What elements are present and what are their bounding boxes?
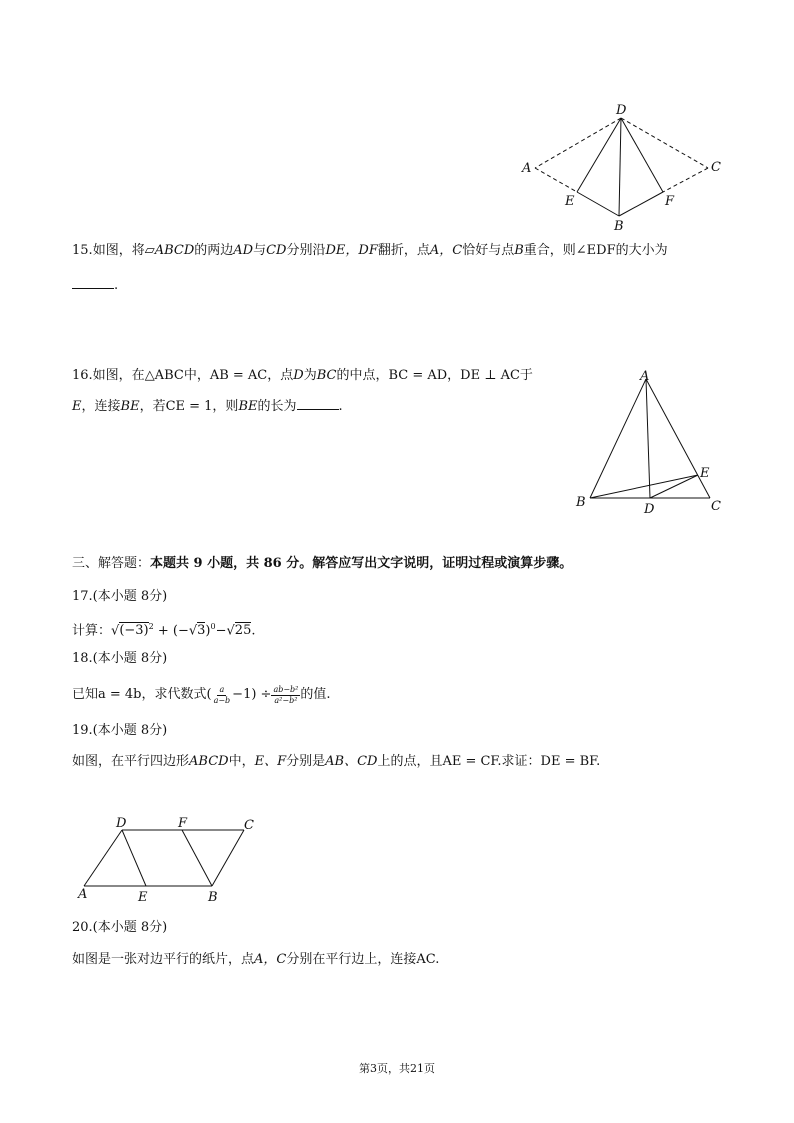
q15-text: 的两边 [194, 243, 234, 258]
q16-label-E: E [700, 466, 710, 481]
q19-line-DA [84, 830, 122, 886]
q18-text: 已知a = 4b，求代数式( [72, 687, 212, 702]
q15-blank[interactable] [72, 276, 114, 289]
q19-label-D: D [116, 816, 127, 831]
q15-label-D: D [616, 103, 627, 118]
q19-label-A: A [78, 887, 88, 902]
q18-text: 的值. [300, 687, 331, 702]
sqrt-icon: √ [111, 623, 120, 639]
q15-figure [515, 98, 730, 238]
q15-math: AD [233, 243, 254, 258]
q15-math: B [514, 243, 524, 258]
q16-label-B: B [576, 495, 586, 510]
q16-math: BC [316, 368, 337, 383]
q18-fraction-2-den: a²−b² [274, 695, 298, 705]
q19-figure [72, 812, 267, 907]
q18-fraction-1 [212, 685, 233, 706]
q19-line-CB [212, 830, 244, 886]
q15-text: 重合，则∠EDF的大小为 [523, 243, 668, 258]
q17-radicand: (−3) [119, 623, 149, 639]
q19-label-C: C [244, 818, 254, 833]
q17-text: − [215, 623, 227, 639]
q17-text: 计算： [72, 623, 112, 639]
q18-header: 18.(本小题 8分) [72, 651, 168, 666]
q16-blank[interactable] [297, 397, 339, 410]
q15-text: 恰好与点 [462, 243, 515, 258]
q17-radicand: 3 [197, 623, 206, 639]
sqrt-icon: √ [226, 623, 235, 639]
q16-line-AD [646, 379, 650, 498]
q19-text: 如图，在平行四边形 [72, 754, 190, 769]
q16-question-line2 [72, 397, 343, 416]
q16-math: BE [120, 399, 140, 414]
q15-label-C: C [711, 160, 721, 175]
q20-question [72, 951, 439, 969]
q19-text: 上的点，且AE = CF.求证：DE = BF. [377, 754, 601, 769]
q15-text: 翻折，点 [377, 243, 430, 258]
q19-header: 19.(本小题 8分) [72, 723, 168, 738]
q17-text: ) [205, 623, 211, 639]
q15-end: . [114, 278, 119, 293]
q16-question-line1 [72, 367, 533, 385]
q19-math: AB、CD [325, 754, 378, 769]
q15-text: 与 [253, 243, 267, 258]
q15-line-DB [619, 118, 621, 216]
q15-number: 15. [72, 243, 93, 258]
q16-math: E [72, 399, 82, 414]
q16-text: ，若CE = 1，则 [139, 399, 239, 414]
q16-math: D [293, 368, 304, 383]
q15-line-DA [535, 118, 621, 168]
q18-text: −1) ÷ [232, 687, 272, 702]
q20-text: 如图是一张对边平行的纸片，点 [72, 952, 255, 967]
q18-fraction-1-num: a [219, 684, 225, 694]
q15-label-B: B [614, 219, 624, 234]
q15-line-CF [663, 168, 708, 192]
q19-math: ABCD [189, 754, 229, 769]
q16-math: BE [238, 399, 258, 414]
q15-label-F: F [665, 194, 675, 209]
q17-radicand: 25 [234, 623, 252, 639]
q17-header: 17.(本小题 8分) [72, 589, 168, 604]
q18-question [72, 680, 331, 710]
q19-label-E: E [138, 890, 148, 905]
q16-label-C: C [711, 499, 721, 514]
q19-math: E、F [254, 754, 287, 769]
q16-text: 的中点，BC = AD，DE ⊥ AC于 [336, 368, 533, 383]
q16-end: . [338, 399, 343, 414]
q17-end: . [251, 623, 256, 639]
q15-math: DE，DF [325, 243, 378, 258]
sqrt-icon: √ [188, 623, 198, 639]
section-3-title-b: 本题共 9 小题，共 86 分。 [150, 556, 313, 571]
q15-math: A，C [429, 243, 463, 258]
q19-line-FB [182, 830, 212, 886]
q16-line-DE [650, 475, 698, 498]
q15-line-DC [621, 118, 708, 168]
section-3-title [72, 555, 572, 573]
q18-fraction-2 [271, 685, 300, 706]
q17-exponent: 0 [210, 622, 216, 631]
q17-question [72, 618, 255, 640]
q16-text: ，连接 [81, 399, 121, 414]
q16-label-A: A [640, 369, 650, 384]
q20-header: 20.(本小题 8分) [72, 920, 168, 935]
q16-text: △ABC中，AB = AC，点 [144, 368, 294, 383]
q15-line-DE [577, 118, 621, 192]
q15-line-DF [621, 118, 663, 192]
q15-answer-line[interactable] [72, 276, 118, 295]
q16-text: 的长为 [257, 399, 297, 414]
q19-line-DE [122, 830, 146, 886]
q16-figure [570, 365, 730, 520]
q19-label-B: B [208, 890, 218, 905]
q15-math: CD [266, 243, 287, 258]
q16-text: 为 [303, 368, 317, 383]
q15-line-EB [577, 192, 619, 216]
q20-math: A，C [254, 952, 287, 967]
page-footer: 第3页，共21页 [359, 1062, 435, 1075]
q15-question [72, 242, 668, 260]
q15-text: 如图，将▱ [92, 243, 155, 258]
q19-text: 分别是 [286, 754, 326, 769]
q17-exponent: 2 [148, 622, 154, 631]
q16-label-D: D [644, 502, 655, 517]
q15-label-E: E [565, 194, 575, 209]
q15-line-FB [619, 192, 663, 216]
q19-text: 中， [228, 754, 255, 769]
q18-fraction-1-den: a−b [213, 695, 231, 705]
q16-line-AB [590, 379, 646, 498]
q16-text: 16.如图，在 [72, 368, 145, 383]
q15-text: 分别沿 [286, 243, 326, 258]
q19-question [72, 753, 600, 771]
q15-math: ABCD [154, 243, 195, 258]
q20-text: 分别在平行边上，连接AC. [286, 952, 440, 967]
q15-line-AE [535, 168, 577, 192]
section-3-title-c: 解答应写出文字说明，证明过程或演算步骤。 [312, 556, 573, 571]
q19-label-F: F [178, 816, 188, 831]
q17-text: + (− [153, 623, 189, 639]
q18-fraction-2-num: ab−b² [273, 684, 299, 694]
q15-label-A: A [522, 161, 532, 176]
section-3-title-a: 三、解答题： [72, 556, 151, 571]
q16-line-BE [590, 475, 698, 498]
